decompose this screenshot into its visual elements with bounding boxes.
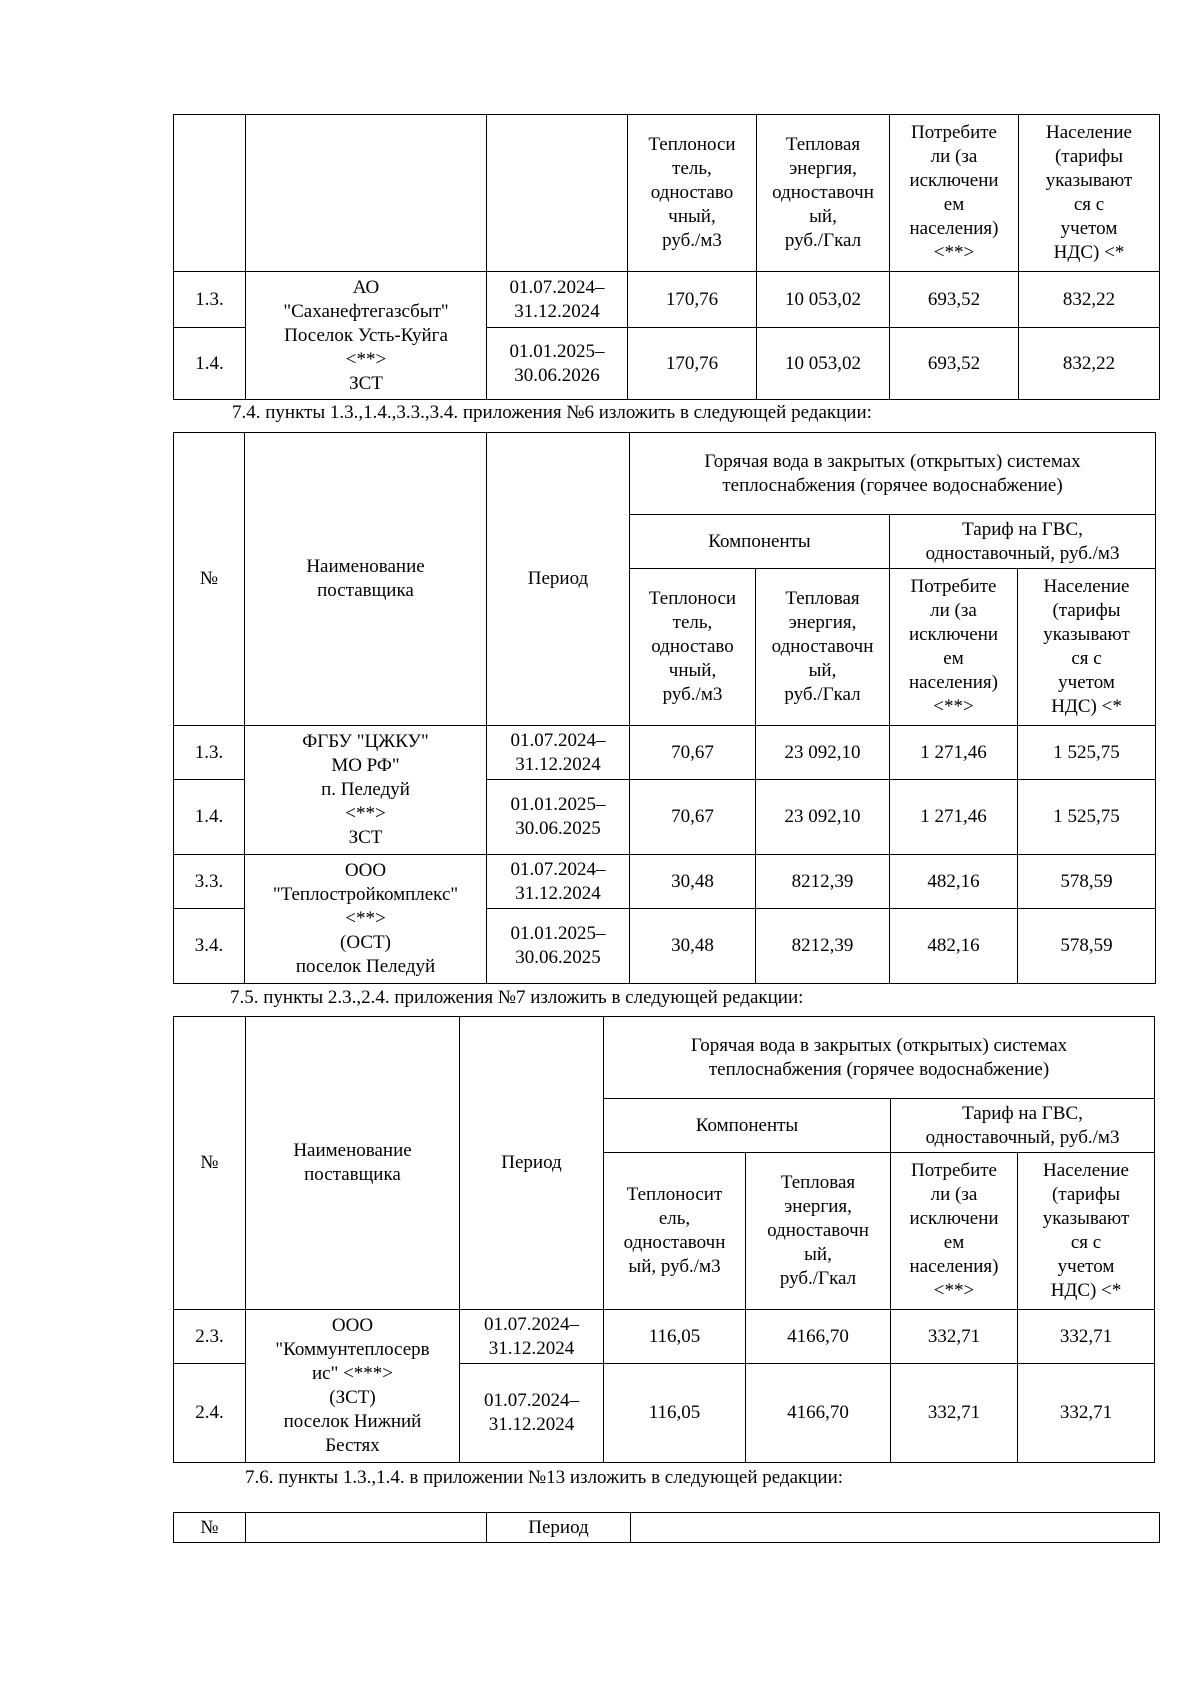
header-tariff: Тариф на ГВС, одноставочный, руб./м3	[890, 515, 1156, 569]
energy-value: 8212,39	[756, 855, 890, 909]
table-header-row	[174, 1017, 1155, 1099]
carrier-value: 30,48	[630, 909, 756, 984]
tariff-table-appendix-5-continued	[173, 114, 1160, 400]
energy-value: 23 092,10	[756, 726, 890, 780]
paragraph-7-6: 7.6. пункты 1.3.,1.4. в приложении №13 изложить в следующей редакции:	[245, 1467, 844, 1488]
header-components: Компоненты	[630, 515, 890, 569]
header-period: Период	[487, 433, 630, 726]
consumers-value: 693,52	[890, 272, 1019, 328]
paragraph-7-4: 7.4. пункты 1.3.,1.4.,3.3.,3.4. приложения №6 изложить в следующей редакции:	[232, 402, 872, 423]
period-cell: 01.07.2024– 31.12.2024	[487, 855, 630, 909]
period-cell: 01.01.2025– 30.06.2026	[487, 328, 628, 400]
table-row	[174, 272, 1160, 328]
tariff-table-appendix-13	[173, 1512, 1160, 1543]
carrier-value: 170,76	[628, 272, 757, 328]
population-value: 332,71	[1018, 1310, 1155, 1364]
empty-header-cell	[631, 1513, 1160, 1543]
table-header-row	[174, 1513, 1160, 1543]
header-number: №	[174, 1017, 246, 1310]
header-number: №	[174, 433, 245, 726]
consumers-value: 693,52	[890, 328, 1019, 400]
period-cell: 01.01.2025– 30.06.2025	[487, 909, 630, 984]
row-number: 3.3.	[174, 855, 245, 909]
supplier-name: ФГБУ "ЦЖКУ" МО РФ" п. Пеледуй <**> ЗСТ	[245, 726, 487, 855]
header-consumers: Потребите ли (за исключени ем населения) <**>	[890, 569, 1018, 726]
row-number: 1.4.	[174, 328, 246, 400]
population-value: 1 525,75	[1018, 726, 1156, 780]
header-population: Население (тарифы указывают ся с учетом НДС) <*	[1018, 569, 1156, 726]
header-consumers: Потребите ли (за исключени ем населения) <**>	[890, 115, 1019, 272]
header-population: Население (тарифы указывают ся с учетом НДС) <*	[1019, 115, 1160, 272]
energy-value: 4166,70	[746, 1310, 891, 1364]
header-components: Компоненты	[604, 1099, 891, 1153]
header-hot-water-group: Горячая вода в закрытых (открытых) системах теплоснабжения (горячее водоснабжение)	[604, 1017, 1155, 1099]
header-carrier: Теплоносит ель, одноставочн ый, руб./м3	[604, 1153, 746, 1310]
period-cell: 01.07.2024– 31.12.2024	[460, 1364, 604, 1463]
header-supplier-name: Наименование поставщика	[246, 1017, 460, 1310]
supplier-name: ООО "Коммунтеплосерв ис" <***> (ЗСТ) поселок Нижний Бестях	[246, 1310, 460, 1463]
tariff-table-appendix-6	[173, 432, 1156, 984]
consumers-value: 482,16	[890, 855, 1018, 909]
header-energy: Тепловая энергия, одноставочн ый, руб./Гкал	[757, 115, 890, 272]
carrier-value: 116,05	[604, 1364, 746, 1463]
carrier-value: 170,76	[628, 328, 757, 400]
consumers-value: 1 271,46	[890, 726, 1018, 780]
header-carrier: Теплоноси тель, одноставо чный, руб./м3	[630, 569, 756, 726]
header-carrier: Теплоноси тель, одноставо чный, руб./м3	[628, 115, 757, 272]
population-value: 578,59	[1018, 909, 1156, 984]
population-value: 332,71	[1018, 1364, 1155, 1463]
consumers-value: 332,71	[891, 1364, 1018, 1463]
row-number: 1.3.	[174, 272, 246, 328]
empty-header-cell	[246, 115, 487, 272]
header-supplier-name: Наименование поставщика	[245, 433, 487, 726]
period-cell: 01.01.2025– 30.06.2025	[487, 780, 630, 855]
energy-value: 23 092,10	[756, 780, 890, 855]
header-consumers: Потребите ли (за исключени ем населения) <**>	[891, 1153, 1018, 1310]
empty-header-cell	[174, 115, 246, 272]
carrier-value: 70,67	[630, 726, 756, 780]
carrier-value: 70,67	[630, 780, 756, 855]
header-tariff: Тариф на ГВС, одноставочный, руб./м3	[891, 1099, 1155, 1153]
table-header-row	[174, 115, 1160, 272]
header-energy: Тепловая энергия, одноставочн ый, руб./Гкал	[746, 1153, 891, 1310]
period-cell: 01.07.2024– 31.12.2024	[487, 272, 628, 328]
empty-header-cell	[246, 1513, 487, 1543]
period-cell: 01.07.2024– 31.12.2024	[487, 726, 630, 780]
row-number: 3.4.	[174, 909, 245, 984]
paragraph-7-5: 7.5. пункты 2.3.,2.4. приложения №7 изложить в следующей редакции:	[230, 987, 804, 1008]
energy-value: 10 053,02	[757, 328, 890, 400]
carrier-value: 30,48	[630, 855, 756, 909]
consumers-value: 1 271,46	[890, 780, 1018, 855]
carrier-value: 116,05	[604, 1310, 746, 1364]
consumers-value: 482,16	[890, 909, 1018, 984]
energy-value: 4166,70	[746, 1364, 891, 1463]
row-number: 1.3.	[174, 726, 245, 780]
empty-header-cell	[487, 115, 628, 272]
supplier-name: АО "Саханефтегазсбыт" Поселок Усть-Куйга <**> ЗСТ	[246, 272, 487, 400]
population-value: 832,22	[1019, 328, 1160, 400]
supplier-name: ООО "Теплостройкомплекс" <**> (ОСТ) поселок Пеледуй	[245, 855, 487, 984]
header-number: №	[174, 1513, 246, 1543]
table-header-row	[174, 433, 1156, 515]
energy-value: 8212,39	[756, 909, 890, 984]
period-cell: 01.07.2024– 31.12.2024	[460, 1310, 604, 1364]
table-row	[174, 1310, 1155, 1364]
header-hot-water-group: Горячая вода в закрытых (открытых) системах теплоснабжения (горячее водоснабжение)	[630, 433, 1156, 515]
population-value: 1 525,75	[1018, 780, 1156, 855]
row-number: 2.3.	[174, 1310, 246, 1364]
header-period: Период	[487, 1513, 631, 1543]
header-energy: Тепловая энергия, одноставочн ый, руб./Гкал	[756, 569, 890, 726]
consumers-value: 332,71	[891, 1310, 1018, 1364]
tariff-table-appendix-7	[173, 1016, 1155, 1463]
energy-value: 10 053,02	[757, 272, 890, 328]
row-number: 2.4.	[174, 1364, 246, 1463]
population-value: 832,22	[1019, 272, 1160, 328]
header-period: Период	[460, 1017, 604, 1310]
table-row	[174, 726, 1156, 780]
header-population: Население (тарифы указывают ся с учетом НДС) <*	[1018, 1153, 1155, 1310]
row-number: 1.4.	[174, 780, 245, 855]
population-value: 578,59	[1018, 855, 1156, 909]
table-row	[174, 855, 1156, 909]
